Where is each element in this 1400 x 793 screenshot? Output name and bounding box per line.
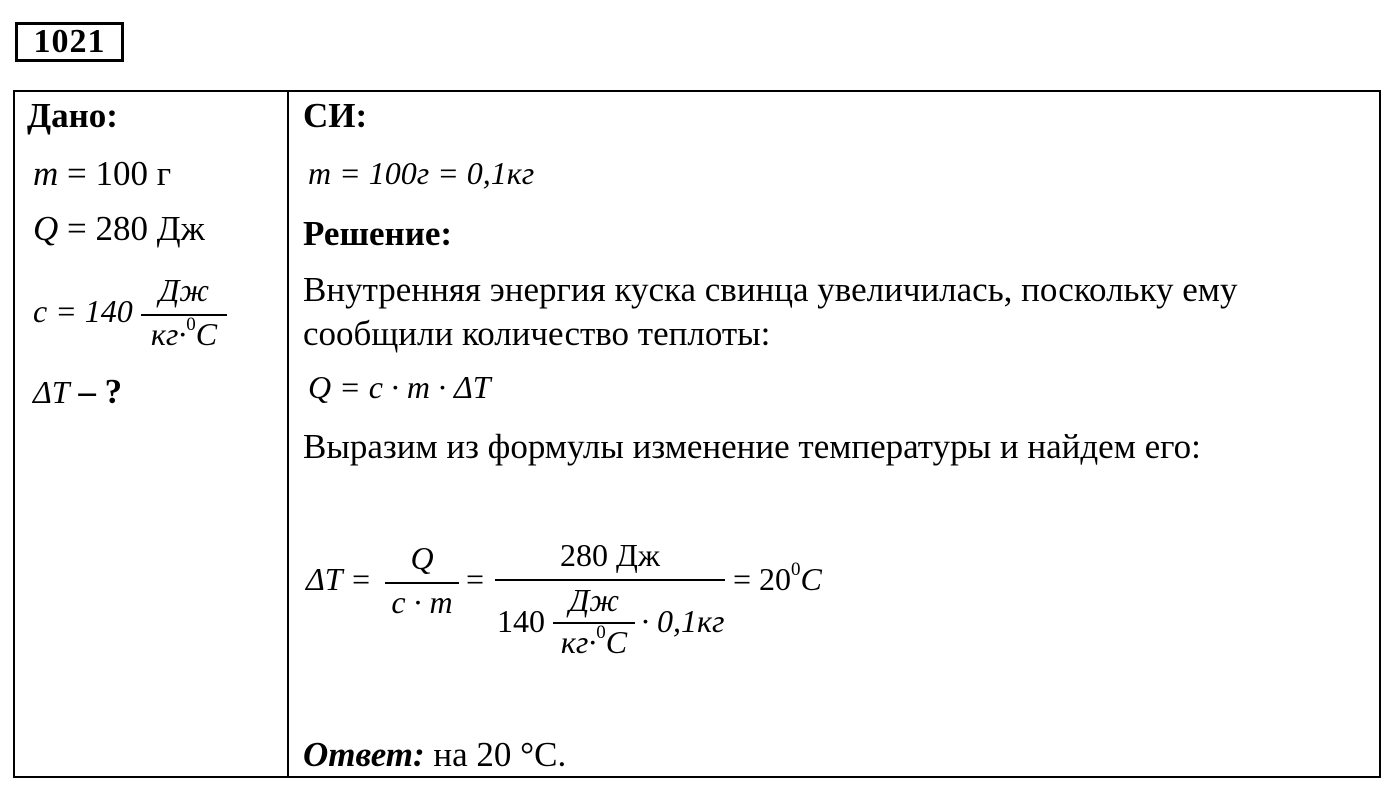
find-mark: – ? xyxy=(78,372,123,411)
solution-text-line1: Внутренняя энергия куска свинца увеличилась, поскольку ему xyxy=(303,270,1238,309)
formula2-equals: = xyxy=(466,561,485,597)
given-title: Дано: xyxy=(27,96,118,135)
specific-heat-units xyxy=(141,272,227,356)
fraction1-denominator: c · m xyxy=(391,584,453,620)
given-find xyxy=(33,372,122,412)
formula2-lhs: ΔT = xyxy=(306,561,372,597)
si-conversion: m = 100г = 0,1кг xyxy=(308,155,535,191)
given-mass xyxy=(33,154,171,194)
mass-value: = 100 г xyxy=(67,154,172,193)
formula2-result: = $20^0C$ xyxy=(733,559,822,597)
den-units-denominator: кг·$^0$C xyxy=(560,622,628,660)
column-divider xyxy=(287,92,289,776)
si-title: СИ: xyxy=(303,96,368,135)
fraction2-den-units xyxy=(553,582,635,662)
fraction2-numerator: 280 Дж xyxy=(560,537,660,573)
fraction2-bar xyxy=(495,579,725,581)
solution-table xyxy=(13,90,1381,778)
heat-var: Q xyxy=(33,209,59,248)
solution-title: Решение: xyxy=(303,214,453,253)
units-denominator: кг·$^0$C xyxy=(150,314,218,352)
solution-text-express: Выразим из формулы изменение температуры и найдем его: xyxy=(303,427,1201,466)
fraction2-den-coef: 140 xyxy=(497,603,545,639)
given-heat xyxy=(33,209,205,249)
fraction2-den-mass: · 0,1кг xyxy=(641,603,725,639)
find-var: ΔT xyxy=(33,374,70,410)
answer xyxy=(303,735,566,775)
answer-text: на 20 °С. xyxy=(433,735,567,774)
answer-label: Ответ: xyxy=(303,735,425,774)
problem-number: 1021 xyxy=(15,22,124,62)
formula2-fraction1 xyxy=(385,540,459,624)
given-specific-heat: c = 140 xyxy=(33,293,133,329)
mass-var: m xyxy=(33,154,59,193)
formula-heat: Q = c · m · ΔT xyxy=(308,369,491,405)
solution-text-line2: сообщили количество теплоты: xyxy=(303,314,771,353)
den-units-numerator: Дж xyxy=(568,582,620,618)
units-numerator: Дж xyxy=(158,272,210,308)
fraction1-numerator: Q xyxy=(410,540,434,576)
heat-value: = 280 Дж xyxy=(67,209,205,248)
